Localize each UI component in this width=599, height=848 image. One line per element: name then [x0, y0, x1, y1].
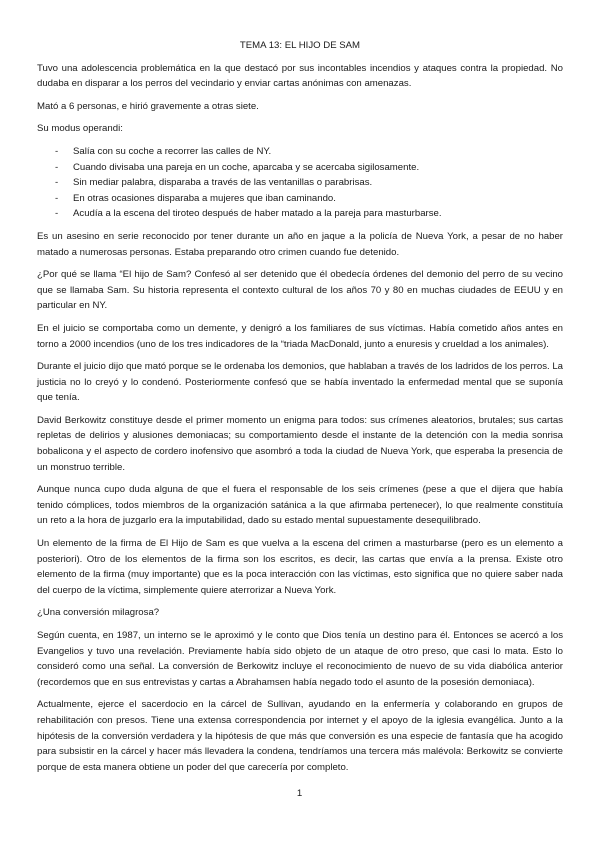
dash-bullet: - — [55, 145, 59, 157]
list-item-text: Acudía a la escena del tiroteo después de haber matado a la pareja para masturbarse. — [73, 208, 442, 220]
list-item — [37, 191, 563, 207]
paragraph-conversion: Según cuenta, en 1987, un interno se le aproximó y le conto que Dios tenía un destino para él. Entonces se acercó a los Evangelios y tuvo una revelación. Previamente había sido objeto de un ataque de otro preso, que casi lo mata. Esto lo consideró como una señal. La conversión de Berkowitz incluye el reconocimiento de nuevo de su vida diabólica anterior (recordemos que en sus entrevistas y cartas a Abrahamsen había negado todo el asunto de la posesión demoniaca). — [37, 630, 563, 688]
list-item — [37, 160, 563, 176]
dash-bullet: - — [55, 208, 59, 220]
dash-bullet: - — [55, 177, 59, 189]
list-item — [37, 206, 563, 222]
dash-bullet: - — [55, 161, 59, 173]
paragraph-adolescence: Tuvo una adolescencia problemática en la que destacó por sus incontables incendios y ataques contra la propiedad. No dudaba en disparar a los perros del vecindario y enviar cartas anónimas con amenazas. — [37, 62, 563, 90]
list-item-text: Cuando divisaba una pareja en un coche, aparcaba y se acercaba sigilosamente. — [73, 161, 420, 173]
paragraph-current: Actualmente, ejerce el sacerdocio en la cárcel de Sullivan, ayudando en la enfermería y colaborando en grupos de rehabilitación con presos. Tiene una extensa correspondencia por internet y el apoyo de la iglesia evangélica. Junto a la hipótesis de la conversión verdadera y la hipótesis de que más que conversión es una especie de fantasía que ha acogido para subsistir en la cárcel y hacer más llevadera la condena, tendríamos una tercera más malévola: Berkowitz se convierte porque de esta manera obtiene un poder del que carecería por completo. — [37, 699, 563, 773]
paragraph-name-origin: ¿Por qué se llama “El hijo de Sam? Confesó al ser detenido que él obedecía órdenes del demonio del perro de su vecino que se llamaba Sam. Su historia representa el contexto cultural de los años 70 y 80 en muchas ciudades de EEUU y en particular en NY. — [37, 269, 563, 312]
modus-operandi-list — [37, 144, 563, 222]
paragraph-signature: Un elemento de la firma de El Hijo de Sam es que vuelva a la escena del crimen a masturbarse (pero es un elemento a posteriori). Otro de los elementos de la firma son los escritos, es decir, las cartas que envía a la prensa. Existe otro elemento de la firma (muy importante) que es la poca interacción con las víctimas, esto significa que no quiere saber nada del cuerpo de la víctima, simplemente quiere aterrorizar a Nueva York. — [37, 538, 563, 596]
paragraph-victims: Mató a 6 personas, e hirió gravemente a otras siete. — [37, 100, 259, 112]
document-title: TEMA 13: EL HIJO DE SAM — [239, 40, 361, 51]
paragraph-modus-heading: Su modus operandi: — [37, 123, 123, 135]
list-item-text: En otras ocasiones disparaba a mujeres que iban caminando. — [73, 192, 336, 204]
paragraph-imputability: Aunque nunca cupo duda alguna de que el fuera el responsable de los seis crímenes (pese a que el dijera que había tenido cómplices, todos miembros de la organización satánica a la que afirmaba pertenecer), lo que realmente constituía un reto a la hora de juzgarlo era la imputabilidad, dado su estado mental supuestamente desequilibrado. — [37, 484, 563, 527]
dash-bullet: - — [55, 192, 59, 204]
list-item — [37, 144, 563, 160]
section-heading-conversion: ¿Una conversión milagrosa? — [37, 607, 160, 619]
paragraph-trial-behavior: En el juicio se comportaba como un demente, y denigró a los familiares de sus víctimas. Había cometido años antes en torno a 2000 incendios (uno de los tres indicadores de la “triada MacDonald, junto a enuresis y crueldad a los animales). — [37, 322, 563, 350]
list-item — [37, 175, 563, 191]
list-item-text: Sin mediar palabra, disparaba a través de las ventanillas o parabrisas. — [73, 177, 373, 189]
page-number: 1 — [296, 788, 303, 799]
paragraph-trial-demons: Durante el juicio dijo que mató porque se le ordenaba los demonios, que hablaban a través de los ladridos de los perros. La justicia no lo creyó y lo condenó. Posteriormente confesó que se había inventado la enfermedad mental que se suponía que tenía. — [37, 361, 563, 404]
paragraph-enigma: David Berkowitz constituye desde el primer momento un enigma para todos: sus crímenes aleatorios, brutales; sus cartas repletas de delirios y alusiones demoniacas; su comportamiento desde el instante de la detención con la media sonrisa bobalicona y el aspecto de cordero inofensivo que asombró a toda la ciudad de Nueva York, que esperaba la presencia de un monstruo terrible. — [37, 414, 563, 473]
list-item-text: Salía con su coche a recorrer las calles de NY. — [73, 145, 272, 157]
paragraph-serial-killer: Es un asesino en serie reconocido por tener durante un año en jaque a la policía de Nueva York, a pesar de no haber matado a numerosas personas. Estaba preparando otro crimen cuando fue detenido. — [37, 230, 563, 258]
